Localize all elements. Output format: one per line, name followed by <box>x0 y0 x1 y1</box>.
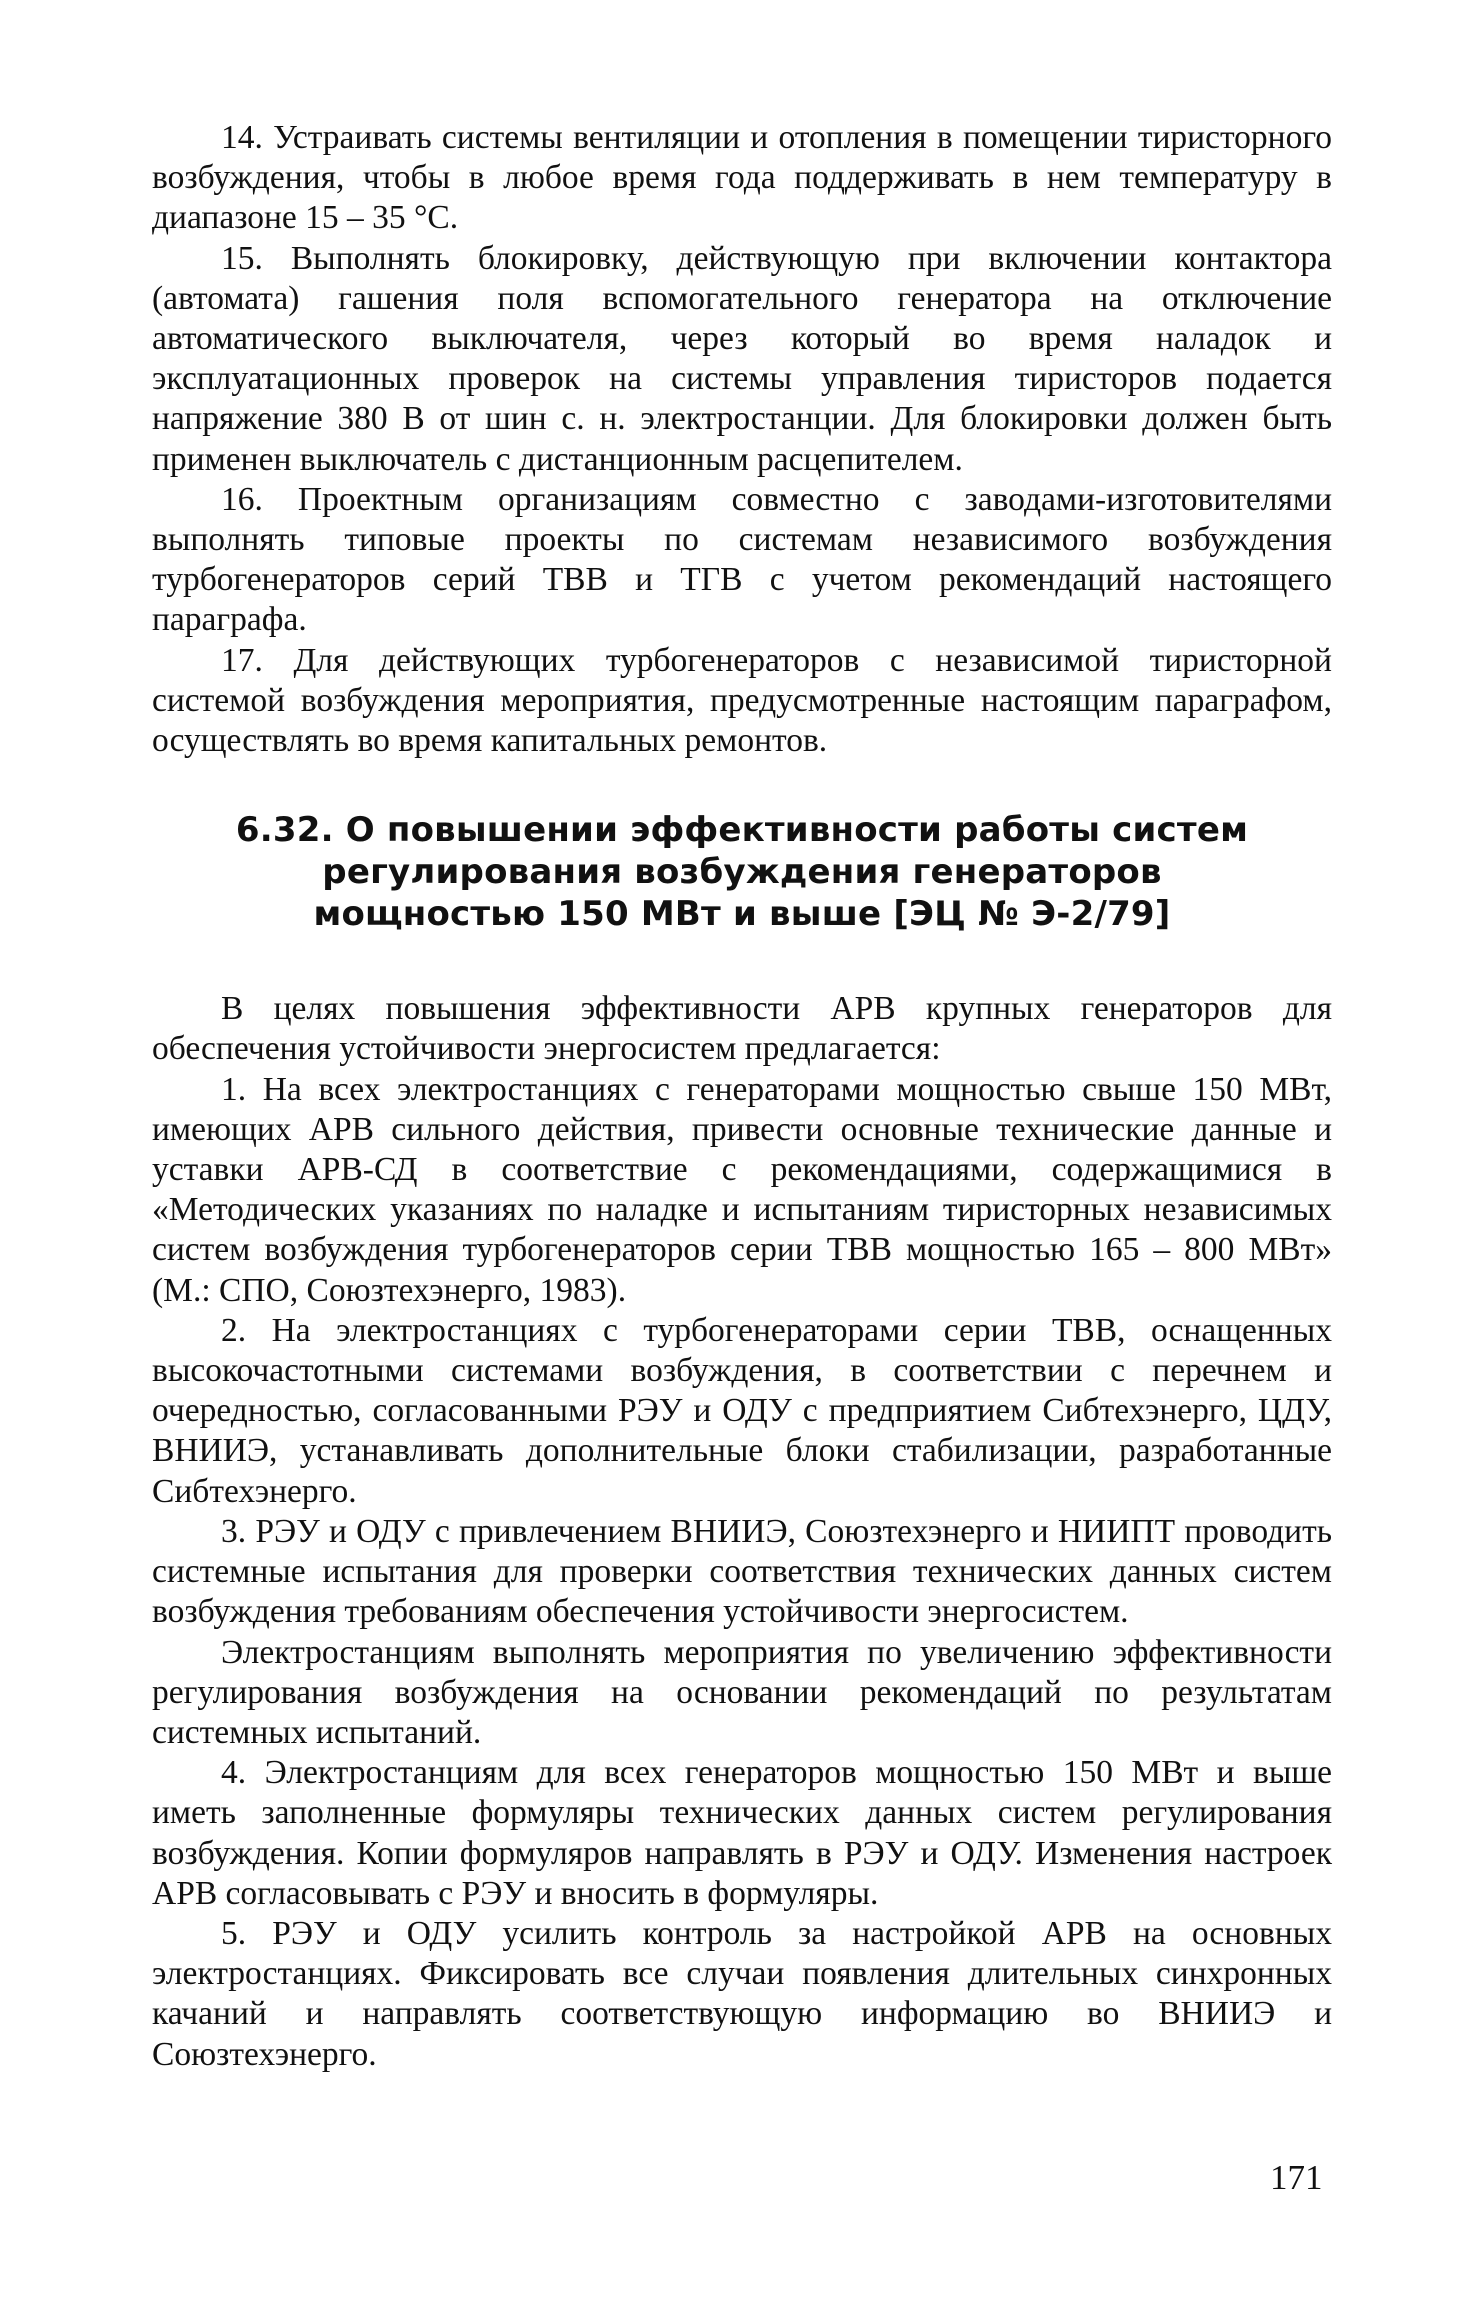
page-number: 171 <box>1270 2158 1323 2197</box>
section-heading <box>152 809 1332 935</box>
intro-paragraph: В целях повышения эффективности АРВ крупных генераторов для обеспечения устойчивости энергосистем предлагается: <box>152 990 1332 1068</box>
paragraph-item-2: 2. На электростанциях с турбогенераторами серии ТВВ, оснащенных высокочастотными системами возбуждения, в соответствии с перечнем и очередностью, согласованными РЭУ и ОДУ с предприятием Сибтехэнерго, ЦДУ, ВНИИЭ, устанавливать дополнительные блоки стабилизации, разработанные Сибтехэнерго. <box>152 1311 1332 1510</box>
paragraph-item-17: 17. Для действующих турбогенераторов с независимой тиристорной системой возбуждения мероприятия, предусмотренные настоящим параграфом, осуществлять во время капитальных ремонтов. <box>152 641 1332 760</box>
section-heading-line-3: мощностью 150 МВт и выше [ЭЦ № Э-2/79] <box>313 894 1171 935</box>
paragraph-item-16: 16. Проектным организациям совместно с заводами-изготовителями выполнять типовые проекты по системам независимого возбуждения турбогенераторов серий ТВВ и ТГВ с учетом рекомендаций настоящего параграфа. <box>152 480 1332 639</box>
document-page <box>152 118 1332 2075</box>
paragraph-item-1: 1. На всех электростанциях с генераторами мощностью свыше 150 МВт, имеющих АРВ сильного действия, привести основные технические данные и уставки АРВ-СД в соответствие с рекомендациями, содержащимися в «Методических указаниях по наладке и испытаниям тиристорных независимых систем возбуждения турбогенераторов серии ТВВ мощностью 165 – 800 МВт» (М.: СПО, Союзтехэнерго, 1983). <box>152 1070 1332 1309</box>
section-heading-line-1: 6.32. О повышении эффективности работы систем <box>235 810 1249 851</box>
paragraph-item-5: 5. РЭУ и ОДУ усилить контроль за настройкой АРВ на основных электростанциях. Фиксировать все случаи появления длительных синхронных качаний и направлять соответствующую информацию во ВНИИЭ и Союзтехэнерго. <box>152 1914 1332 2073</box>
paragraph-item-3-followup: Электростанциям выполнять мероприятия по увеличению эффективности регулирования возбуждения на основании рекомендаций по результатам системных испытаний. <box>152 1633 1332 1751</box>
paragraph-item-4: 4. Электростанциям для всех генераторов мощностью 150 МВт и выше иметь заполненные формуляры технических данных систем регулирования возбуждения. Копии формуляров направлять в РЭУ и ОДУ. Изменения настроек АРВ согласовывать с РЭУ и вносить в формуляры. <box>152 1754 1332 1912</box>
section-heading-line-2: регулирования возбуждения генераторов <box>322 852 1162 893</box>
paragraph-item-14: 14. Устраивать системы вентиляции и отопления в помещении тиристорного возбуждения, чтобы в любое время года поддерживать в нем температуру в диапазоне 15 – 35 °С. <box>152 119 1332 237</box>
paragraph-item-15: 15. Выполнять блокировку, действующую при включении контактора (автомата) гашения поля вспомогательного генератора на отключение автоматического выключателя, через который во время наладок и эксплуатационных проверок на системы управления тиристоров подается напряжение 380 В от шин с. н. электростанции. Для блокировки должен быть применен выключатель с дистанционным расцепителем. <box>152 239 1332 478</box>
paragraph-item-3: 3. РЭУ и ОДУ с привлечением ВНИИЭ, Союзтехэнерго и НИИПТ проводить системные испытания для проверки соответствия технических данных систем возбуждения требованиям обеспечения устойчивости энергосистем. <box>152 1512 1332 1631</box>
